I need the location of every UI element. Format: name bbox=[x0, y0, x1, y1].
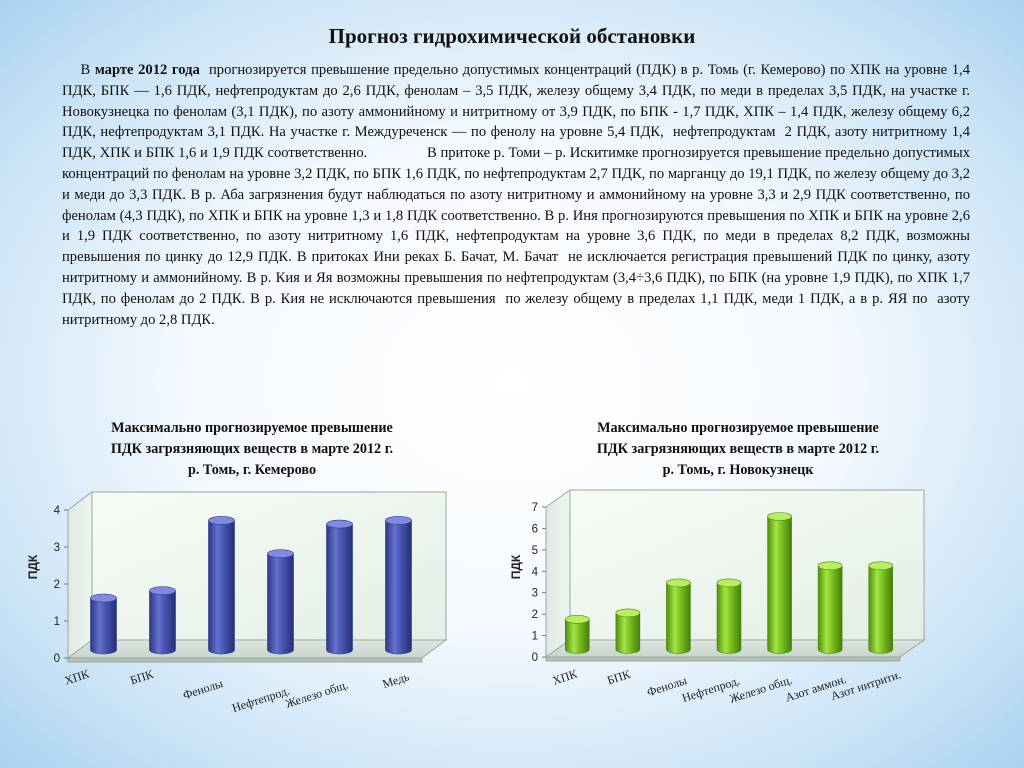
y-tick-label: 1 bbox=[53, 616, 60, 628]
bar-body bbox=[268, 554, 294, 654]
y-tick-label: 3 bbox=[53, 542, 60, 554]
bar-body bbox=[386, 520, 412, 654]
y-tick-label: 7 bbox=[531, 502, 538, 514]
bar-body bbox=[209, 520, 235, 654]
bar-body bbox=[150, 591, 176, 654]
chart-floor-edge bbox=[546, 657, 900, 661]
chart-title-line: Максимально прогнозируемое превышение bbox=[597, 420, 879, 436]
y-tick-label: 5 bbox=[531, 544, 538, 557]
paragraph-rest: прогнозируется превышение предельно допустимых концентраций (ПДК) в р. Томь (г. Кемерово) по ХПК на уровне 1,4 ПДК, БПК — 1,6 ПДК, нефтепродуктам до 2,6 ПДК, фенолам – 3,5 ПДК, железу общему 3,4 ПДК, по меди в пределах 3,5 ПДК, на участке г. Новокузнецка по фенолам (3,1 ПДК), по азоту аммонийному и нитритному от 3,9 ПДК, по БПК - 1,7 ПДК, ХПК – 1,4 ПДК, железу общему 6,2 ПДК, нефтепродуктам 3,1 ПДК. На участке г. Междуреченск — по фенолу на уровне 5,4 ПДК, нефтепродуктам 2 ПДК, азоту нитритному 1,4 ПДК, ХПК и БПК 1,6 и 1,9 ПДК соответственно. В притоке р. Томи – р. Искитимке прогнозируется превышение предельно допустимых концентраций по фенолам на уровне 3,2 ПДК, по БПК 1,6 ПДК, по нефтепродуктам 2,7 ПДК, по марганцу до 19,1 ПДК, по железу общему до 3,2 и меди до 3,3 ПДК. В р. Аба загрязнения будут наблюдаться по азоту нитритному и аммонийному на уровне 3,3 и 2,9 ПДК соответственно, по фенолам (4,3 ПДК), по ХПК и БПК на уровне 1,3 и 1,8 ПДК соответственно. В р. Иня прогнозируются превышения по ХПК и БПК на уровне 2,6 и 1,9 ПДК соответственно, по азоту нитритному 1,6 ПДК, нефтепродуктам на уровне 3,6 ПДК, по меди в пределах 8,2 ПДК, возможны превышения по цинку до 12,9 ПДК. В притоках Ини реках Б. Бачат, М. Бачат не исключается регистрация превышений ПДК по цинку, азоту нитритному и аммонийному. В р. Кия и Яя возможны превышения по нефтепродуктам (3,4÷3,6 ПДК), по БПК (на уровне 1,9 ПДК), по ХПК 1,7 ПДК, по фенолам до 2 ПДК. В р. Кия не исключаются превышения по железу общему в пределах 1,1 ПДК, меди 1 ПДК, а в р. ЯЯ по азоту нитритному до 2,8 ПДК. bbox=[62, 62, 974, 328]
bar-5 bbox=[386, 516, 412, 654]
category-label: ХПК bbox=[550, 666, 579, 688]
y-tick-label: 6 bbox=[531, 523, 538, 536]
bar-body bbox=[666, 583, 690, 653]
bar-3 bbox=[717, 579, 741, 653]
bar-3 bbox=[268, 550, 294, 654]
y-tick-label: 0 bbox=[53, 653, 60, 665]
bar-body bbox=[565, 619, 589, 653]
paragraph-prefix: В bbox=[80, 62, 95, 78]
slide-title: Прогноз гидрохимической обстановки bbox=[328, 24, 696, 48]
y-tick-label: 1 bbox=[531, 630, 538, 643]
paragraph-highlight: марте 2012 года bbox=[94, 62, 200, 78]
category-label: Медь bbox=[380, 669, 411, 692]
bar-body bbox=[869, 566, 893, 654]
chart-title-line: Максимально прогнозируемое превышение bbox=[111, 420, 393, 436]
category-label: Железо общ. bbox=[283, 677, 350, 711]
bar-0 bbox=[91, 594, 117, 654]
bar-top bbox=[616, 609, 640, 617]
category-label: ХПК bbox=[62, 666, 91, 688]
chart-novokuznetsk bbox=[509, 490, 924, 706]
bar-body bbox=[818, 566, 842, 654]
bar-1 bbox=[616, 609, 640, 653]
bar-top bbox=[209, 516, 235, 524]
bar-top bbox=[268, 550, 294, 558]
bar-top bbox=[386, 516, 412, 524]
bar-4 bbox=[327, 520, 353, 654]
bar-4 bbox=[768, 512, 792, 653]
bar-1 bbox=[150, 587, 176, 654]
chart-title-line: ПДК загрязняющих веществ в марте 2012 г. bbox=[110, 441, 394, 457]
bar-5 bbox=[818, 562, 842, 654]
bar-top bbox=[869, 562, 893, 570]
chart-kemerovo bbox=[26, 492, 446, 715]
chart-title-line: ПДК загрязняющих веществ в марте 2012 г. bbox=[596, 441, 880, 457]
bar-top bbox=[666, 579, 690, 587]
y-tick-label: 0 bbox=[531, 652, 538, 664]
bar-2 bbox=[209, 516, 235, 654]
bar-top bbox=[91, 594, 117, 602]
y-tick-label: 2 bbox=[531, 609, 538, 622]
category-label: Нефтепрод. bbox=[230, 683, 292, 716]
bar-6 bbox=[869, 562, 893, 654]
category-label: Фенолы bbox=[645, 673, 689, 700]
chart-side-wall bbox=[68, 492, 92, 658]
y-tick-label: 4 bbox=[53, 505, 60, 517]
category-label: Азот нитрити. bbox=[829, 667, 903, 704]
chart-floor-edge bbox=[68, 658, 422, 662]
bar-top bbox=[768, 512, 792, 520]
bar-body bbox=[91, 598, 117, 654]
bar-top bbox=[565, 615, 589, 623]
category-label: Железо общ. bbox=[727, 672, 794, 706]
bar-body bbox=[616, 613, 640, 653]
y-axis-label: ПДК bbox=[509, 554, 523, 580]
bar-body bbox=[327, 524, 353, 654]
category-label: БПК bbox=[605, 666, 633, 688]
category-label: Нефтепрод. bbox=[680, 673, 742, 706]
bar-top bbox=[818, 562, 842, 570]
bar-0 bbox=[565, 615, 589, 653]
bar-top bbox=[150, 587, 176, 595]
y-tick-label: 3 bbox=[531, 587, 538, 600]
bar-top bbox=[717, 579, 741, 587]
chart-title-line: р. Томь, г. Новокузнецк bbox=[662, 462, 814, 478]
bar-body bbox=[768, 516, 792, 653]
y-tick-label: 4 bbox=[531, 566, 538, 579]
y-tick-label: 2 bbox=[53, 579, 60, 591]
bar-top bbox=[327, 520, 353, 528]
category-label: Азот аммон. bbox=[783, 671, 849, 705]
bar-2 bbox=[666, 579, 690, 653]
bar-body bbox=[717, 583, 741, 653]
chart-title-line: р. Томь, г. Кемерово bbox=[187, 462, 317, 478]
category-label: Фенолы bbox=[181, 676, 225, 703]
y-axis-label: ПДК bbox=[26, 554, 40, 580]
category-label: БПК bbox=[128, 666, 156, 688]
